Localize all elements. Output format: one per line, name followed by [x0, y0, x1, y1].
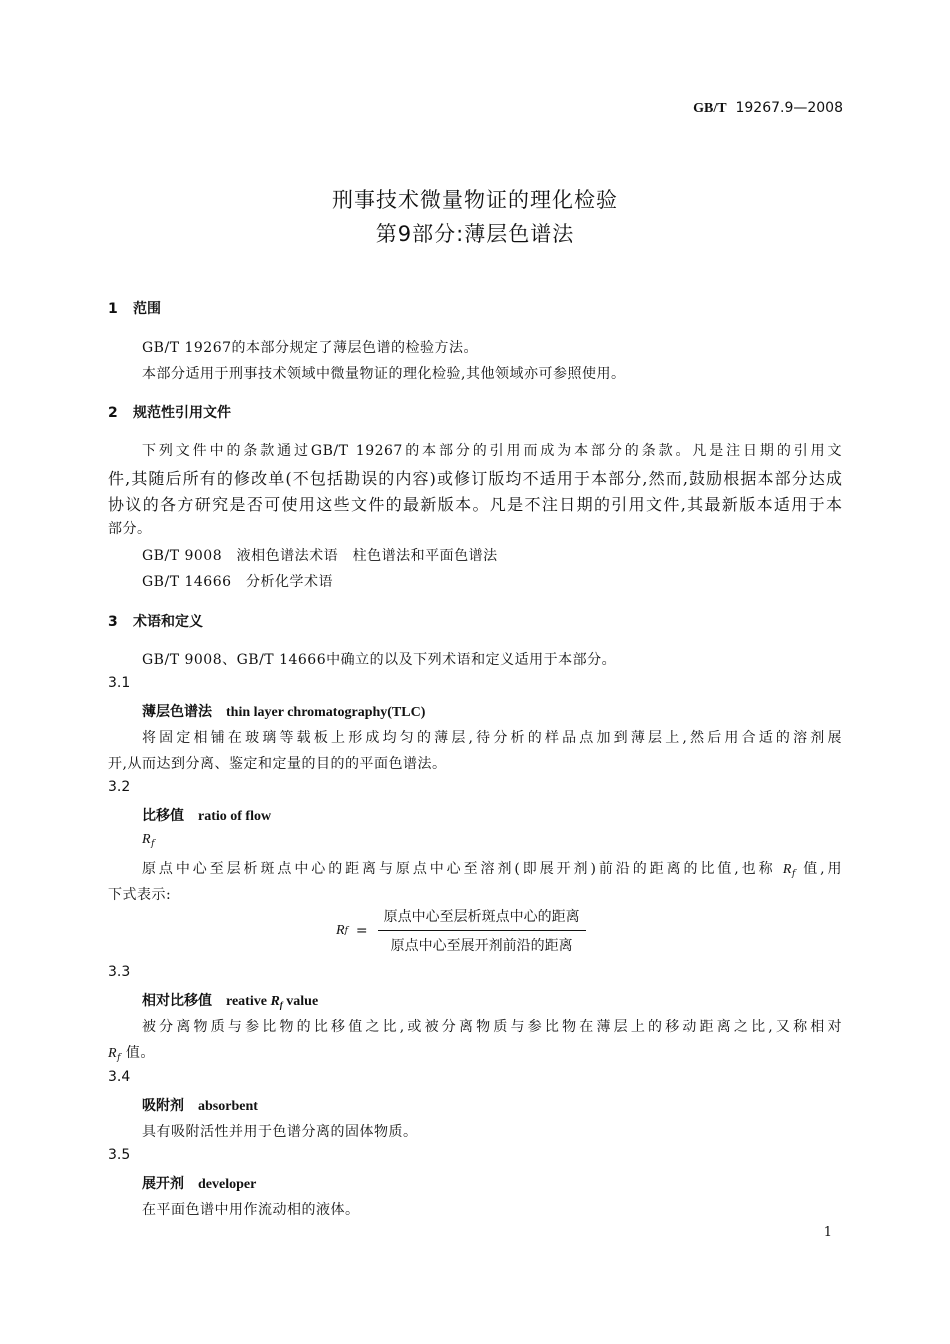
- paragraph-line: 协议的各方研究是否可使用这些文件的最新版本。凡是不注日期的引用文件,其最新版本适用于本: [108, 495, 842, 514]
- section-3-heading: [108, 611, 203, 631]
- term-heading: [142, 1173, 256, 1193]
- symbol-subscript: f: [151, 839, 155, 849]
- paragraph-line: 下列文件中的条款通过GB/T 19267的本部分的引用而成为本部分的条款。凡是注日期的引用文: [142, 443, 842, 459]
- term-chinese: 相对比移值: [142, 993, 212, 1009]
- term-english: ratio of flow: [198, 809, 272, 824]
- term-english: [226, 994, 318, 1009]
- definition-line: [142, 858, 842, 879]
- section-1-heading: [108, 298, 161, 318]
- symbol-subscript: f: [117, 1053, 121, 1063]
- definition-line: 在平面色谱中用作流动相的液体。: [142, 1202, 360, 1218]
- definition-line: [108, 1042, 155, 1063]
- standard-prefix: GB/T: [693, 101, 727, 116]
- definition-text: 值。: [125, 1045, 155, 1061]
- formula-lhs-subscript: f: [344, 925, 348, 936]
- term-heading: [142, 701, 425, 721]
- symbol-r: R: [270, 994, 280, 1009]
- paragraph-line: 部分。: [108, 521, 152, 537]
- symbol-subscript: f: [279, 1000, 283, 1010]
- definition-line: 将固定相铺在玻璃等载板上形成均匀的薄层,待分析的样品点加到薄层上,然后用合适的溶剂展: [142, 730, 842, 746]
- section-number: 3: [108, 614, 118, 630]
- definition-line: 被分离物质与参比物的比移值之比,或被分离物质与参比物在薄层上的移动距离之比,又称相对: [142, 1019, 842, 1035]
- term-chinese: 展开剂: [142, 1176, 184, 1192]
- term-heading: [142, 990, 318, 1010]
- term-chinese: 吸附剂: [142, 1098, 184, 1114]
- definition-line: 具有吸附活性并用于色谱分离的固体物质。: [142, 1124, 418, 1140]
- paragraph: GB/T 9008、GB/T 14666中确立的以及下列术语和定义适用于本部分。: [142, 652, 617, 668]
- document-title-line1: 刑事技术微量物证的理化检验: [332, 188, 618, 212]
- symbol-r: R: [782, 862, 792, 877]
- formula-lhs: R: [336, 922, 345, 938]
- document-title-line2: 第9部分:薄层色谱法: [375, 222, 575, 246]
- term-symbol: [142, 831, 155, 849]
- term-number: 3.3: [108, 964, 131, 980]
- fraction-bar: [378, 930, 586, 931]
- paragraph: GB/T 19267的本部分规定了薄层色谱的检验方法。: [142, 340, 479, 356]
- term-number: 3.5: [108, 1147, 131, 1163]
- standard-code: [693, 100, 843, 117]
- term-english-part: value: [286, 994, 319, 1009]
- paragraph-line: 件,其随后所有的修改单(不包括勘误的内容)或修订版均不适用于本部分,然而,鼓励根据本部分达成: [108, 469, 842, 488]
- term-english: developer: [198, 1177, 257, 1192]
- definition-line: 下式表示:: [108, 887, 172, 903]
- formula-fraction: [378, 906, 586, 955]
- symbol-r: R: [108, 1046, 118, 1061]
- section-title: 规范性引用文件: [133, 405, 231, 421]
- definition-text: 值,用: [803, 861, 843, 877]
- term-heading: [142, 1095, 258, 1115]
- term-number: 3.1: [108, 675, 131, 691]
- term-heading: [142, 805, 271, 825]
- formula-equals: =: [355, 922, 368, 939]
- symbol-subscript: f: [791, 869, 796, 879]
- reference-item: GB/T 9008 液相色谱法术语 柱色谱法和平面色谱法: [142, 548, 498, 564]
- formula-denominator: 原点中心至展开剂前沿的距离: [390, 938, 573, 954]
- standard-number: 19267.9—2008: [735, 100, 843, 116]
- page-number: 1: [823, 1225, 832, 1240]
- term-chinese: 比移值: [142, 808, 184, 824]
- section-number: 1: [108, 301, 118, 317]
- term-chinese: 薄层色谱法: [142, 704, 212, 720]
- definition-line: 开,从而达到分离、鉴定和定量的目的的平面色谱法。: [108, 756, 447, 772]
- term-number: 3.2: [108, 779, 131, 795]
- rf-formula: [336, 906, 586, 955]
- section-title: 术语和定义: [133, 614, 203, 630]
- section-2-heading: [108, 402, 231, 422]
- symbol-r: R: [142, 832, 152, 847]
- term-english: absorbent: [198, 1099, 258, 1114]
- term-english-part: reative: [226, 994, 267, 1009]
- term-english: thin layer chromatography(TLC): [226, 705, 426, 720]
- formula-numerator: 原点中心至层析斑点中心的距离: [383, 909, 580, 925]
- section-number: 2: [108, 405, 118, 421]
- definition-text: 原点中心至层析斑点中心的距离与原点中心至溶剂(即展开剂)前沿的距离的比值,也称: [142, 861, 776, 877]
- term-number: 3.4: [108, 1069, 131, 1085]
- section-title: 范围: [133, 301, 161, 317]
- reference-item: GB/T 14666 分析化学术语: [142, 574, 334, 590]
- paragraph: 本部分适用于刑事技术领域中微量物证的理化检验,其他领域亦可参照使用。: [142, 366, 626, 382]
